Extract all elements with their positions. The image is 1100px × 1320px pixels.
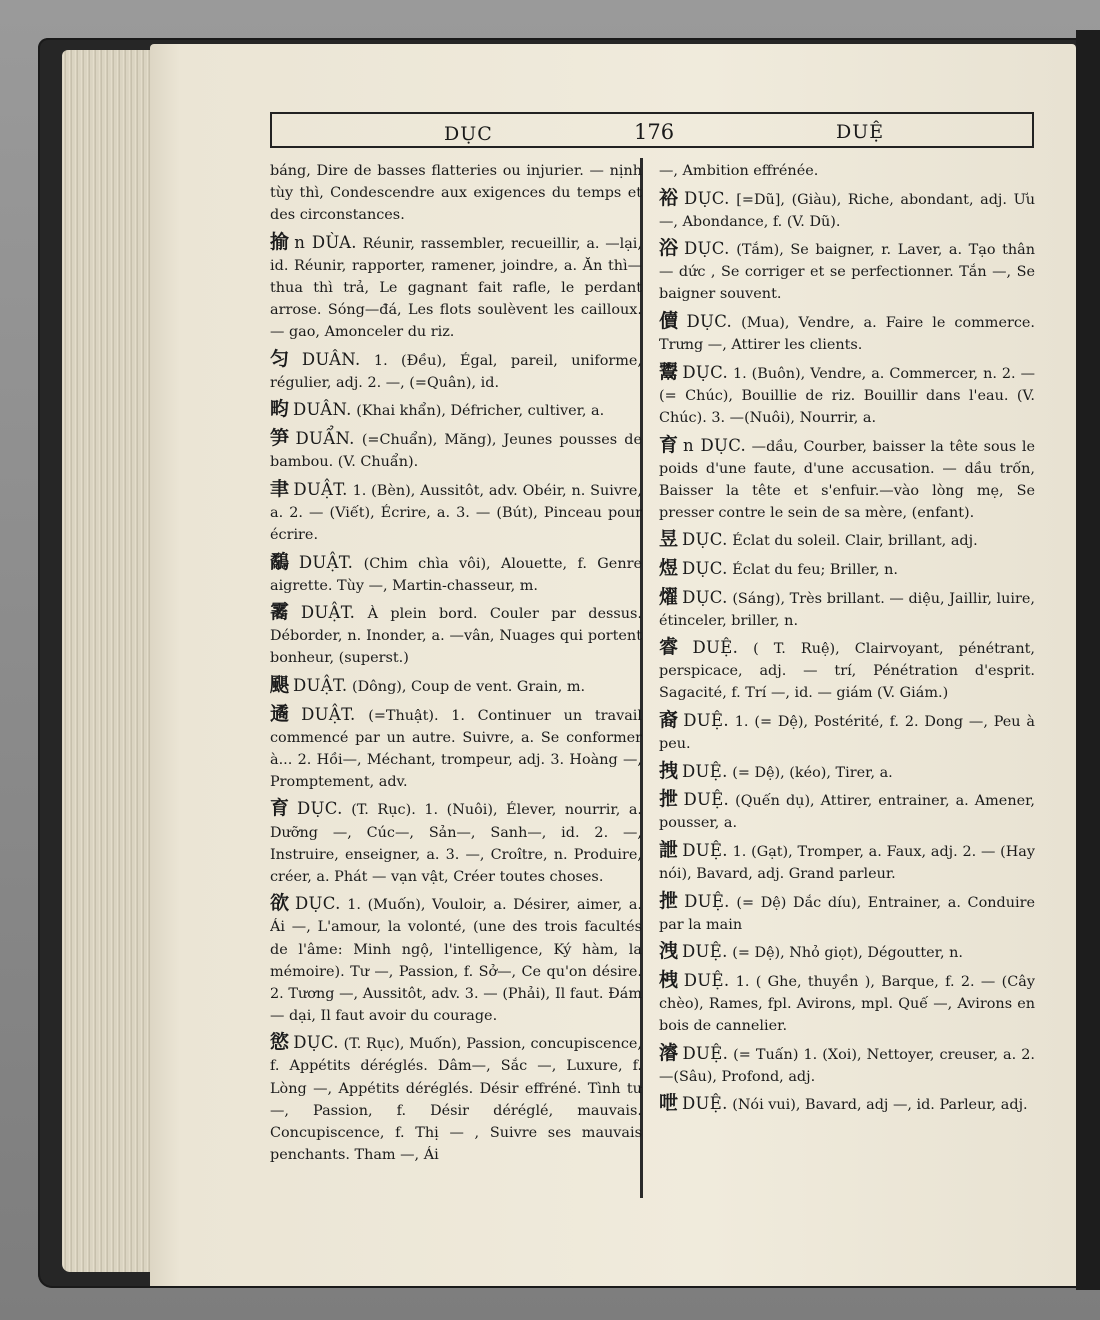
chinese-character: 儥: [659, 310, 683, 333]
entry-text: (Dông), Coup de vent. Grain, m.: [347, 678, 586, 695]
entry-text: [=Dũ], (Giàu), Riche, abondant, adj. Ưu —, Abondance, f. (V. Dũ).: [659, 191, 1035, 230]
entry-text: 1. (Đều), Égal, pareil, uniforme, régulier, adj. 2. —, (=Quân), id.: [270, 352, 642, 391]
entry-text: báng, Dire de basses flatteries ou injurier. — nịnh tùy thì, Condescendre aux exigences du temps et des circonstances.: [270, 163, 642, 224]
entry-text: 1. (Gạt), Tromper, a. Faux, adj. 2. — (Hay nói), Bavard, adj. Grand parleur.: [659, 844, 1035, 883]
book-cover-right-edge: [1076, 30, 1100, 1290]
entry-text: (Mua), Vendre, a. Faire le commerce. Trưng —, Attirer les clients.: [659, 315, 1035, 354]
entry-headword: n DỤC.: [683, 435, 747, 455]
chinese-character: 慾: [270, 1031, 290, 1054]
entry-headword: DUẨN.: [295, 429, 355, 449]
entry-text: (Khai khẩn), Défricher, cultiver, a.: [351, 403, 605, 420]
dictionary-entry: [659, 760, 1035, 784]
entry-text: 1. (Bèn), Aussitôt, adv. Obéir, n. Suivre, a. 2. — (Viết), Écrire, a. 3. — (Bút), Pinceau pour écrire.: [270, 482, 642, 543]
entry-headword: DUỆ.: [682, 1043, 729, 1063]
dictionary-entry: [659, 1092, 1035, 1116]
dictionary-entry: [659, 237, 1035, 305]
right-column: [659, 160, 1035, 1205]
dictionary-entry: [270, 231, 642, 343]
chinese-character: 育: [270, 797, 293, 820]
chinese-character: 鬻: [659, 360, 679, 383]
chinese-character: 匀: [270, 347, 298, 370]
entry-text: (T. Rục), Muốn), Passion, concupiscence, f. Appétits déréglés. Dâm—, Sắc —, Luxure, f. Lòng —, Appétits déréglés. Désir effréné. Tình tư—, Passion, f. Désir déréglé, mauvais. Concupiscence, f. Thị — , Suivre ses mauvais penchants. Tham —, Ái: [270, 1036, 642, 1163]
entry-text: (= Tuấn) 1. (Xoi), Nettoyer, creuser, a. 2. —(Sâu), Profond, adj.: [659, 1046, 1035, 1085]
dictionary-entry: [270, 797, 642, 887]
chinese-character: 濬: [659, 1041, 679, 1064]
chinese-character: 裕: [659, 186, 681, 209]
entry-headword: DUẬT.: [300, 603, 356, 623]
chinese-character: 颶: [270, 673, 290, 696]
entry-text: 1. (Muốn), Vouloir, a. Désirer, aimer, a. Ái —, L'amour, la volonté, (une des trois facultés de l'âme: Minh ngộ, l'intelligence, Ký hàm, la mémoire). Tư —, Passion, f. Sở—, Ce qu'on désire. 2. Tương —, Aussitôt, adv. 3. — (Phải), Il faut. Đám — dại, Il faut avoir du courage.: [270, 897, 642, 1024]
entry-text: (= Dệ) Dắc díu), Entrainer, a. Conduire par la main: [659, 894, 1035, 933]
dictionary-entry: [270, 160, 642, 226]
entry-text: (=Chuẩn), Măng), Jeunes pousses de bambou. (V. Chuẩn).: [270, 432, 642, 471]
entry-text: (Nói vui), Bavard, adj —, id. Parleur, adj.: [727, 1097, 1028, 1114]
chinese-character: 詍: [659, 839, 679, 862]
entry-headword: DỤC.: [682, 559, 728, 578]
entry-headword: DỤC.: [682, 362, 729, 382]
dictionary-entry: [659, 187, 1035, 233]
entry-text: Éclat du feu; Briller, n.: [727, 562, 898, 578]
dictionary-entry: [659, 361, 1035, 429]
entry-headword: DỤC.: [686, 312, 733, 332]
chinese-character: 揄: [270, 230, 291, 253]
dictionary-page: [150, 44, 1076, 1286]
header-left-word: DỤC: [444, 123, 493, 145]
dictionary-entry: [659, 557, 1035, 581]
entry-headword: DUẬT.: [301, 704, 356, 724]
entry-text: —dầu, Courber, baisser la tête sous le poids d'une faute, d'une accusation. — dầu trốn, Baisser la tête et s'enfuir.—vào lòng mẹ, Se presser contre le sein de sa mère, (enfant).: [659, 438, 1035, 521]
left-column: [270, 160, 642, 1205]
dictionary-entry: [659, 160, 1035, 182]
entry-headword: DỤC.: [684, 188, 730, 208]
entry-headword: DỤC.: [297, 799, 343, 819]
entry-text: (=Thuật). 1. Continuer un travail commencé par un autre. Suivre, a. Se conformer à... 2. Hồi—, Méchant, trompeur, adj. 3. Hoàng —, Promptement, adv.: [270, 707, 642, 790]
entry-text: (= Dệ), (kéo), Tirer, a.: [727, 764, 893, 781]
chinese-character: 裔: [659, 709, 680, 732]
entry-text: (Sáng), Très brillant. — diệu, Jaillir, luire, étinceler, briller, n.: [659, 590, 1035, 629]
dictionary-entry: [659, 310, 1035, 356]
chinese-character: 遹: [270, 702, 298, 725]
chinese-character: 燿: [659, 585, 679, 608]
chinese-character: 聿: [270, 477, 290, 500]
entry-headword: DỤC.: [682, 587, 728, 607]
entry-text: 1. ( Ghe, thuyền ), Barque, f. 2. — (Cây chèo), Rames, fpl. Avirons, mpl. Quế —, Avirons en bois de cannelier.: [659, 974, 1035, 1035]
dictionary-entry: [270, 427, 642, 473]
dictionary-entry: [659, 890, 1035, 936]
entry-text: (Tắm), Se baigner, r. Laver, a. Tạo thân — dức , Se corriger et se perfectionner. Tắn —, Se baigner souvent.: [659, 242, 1035, 303]
page-number: 176: [634, 120, 675, 144]
dictionary-entry: [270, 348, 642, 394]
chinese-character: 畇: [270, 398, 290, 421]
dictionary-entry: [270, 892, 642, 1027]
entry-text: ( T. Ruệ), Clairvoyant, pénétrant, perspicace, adj. — trí, Pénétration d'esprit. Sagacité, f. Trí —, id. — giám (V. Giám.): [659, 641, 1035, 702]
chinese-character: 欲: [270, 892, 292, 915]
chinese-character: 浴: [659, 237, 681, 260]
dictionary-entry: [659, 528, 1035, 552]
entry-headword: DUẬT.: [293, 479, 348, 499]
chinese-character: 拽: [659, 759, 679, 782]
dictionary-entry: [659, 636, 1035, 704]
entry-headword: DUỆ.: [682, 1094, 728, 1114]
page-header: [270, 112, 1034, 148]
entry-text: (= Dệ), Nhỏ giọt), Dégoutter, n.: [727, 945, 963, 962]
chinese-character: 霱: [270, 601, 297, 624]
dictionary-entry: [270, 703, 642, 793]
chinese-character: 育: [659, 433, 680, 456]
entry-text: (Chim chìa vôi), Alouette, f. Genre aigrette. Tùy —, Martin-chasseur, m.: [270, 555, 642, 594]
dictionary-entry: [659, 586, 1035, 632]
entry-text: (Quến dụ), Attirer, entrainer, a. Amener, pousser, a.: [659, 793, 1035, 832]
chinese-character: 昱: [659, 528, 679, 551]
entry-text: Éclat du soleil. Clair, brillant, adj.: [727, 533, 978, 550]
entry-headword: DỤC.: [295, 894, 341, 914]
entry-text: 1. (= Dệ), Postérité, f. 2. Dong —, Peu à peu.: [659, 714, 1035, 753]
page-stack-left: [62, 50, 154, 1272]
entry-headword: DUÂN.: [293, 400, 352, 420]
chinese-character: 睿: [659, 636, 689, 659]
entry-headword: DUỆ.: [682, 942, 728, 962]
chinese-character: 洩: [659, 940, 679, 963]
entry-headword: DUÂN.: [301, 349, 361, 369]
entry-headword: DỤC.: [682, 530, 728, 550]
entry-headword: n DÙA.: [294, 232, 357, 252]
entry-headword: DUỆ.: [683, 790, 730, 810]
chinese-character: 抴: [659, 889, 681, 912]
entry-headword: DỤC.: [293, 1033, 339, 1053]
entry-headword: DUỆ.: [682, 761, 728, 781]
dictionary-entry: [270, 1031, 642, 1166]
dictionary-entry: [659, 434, 1035, 524]
chinese-character: 煜: [659, 557, 679, 579]
header-right-word: DUỆ: [836, 121, 885, 143]
dictionary-entry: [659, 969, 1035, 1037]
chinese-character: 笋: [270, 427, 292, 450]
entry-headword: DUỆ.: [692, 638, 739, 658]
dictionary-entry: [659, 709, 1035, 755]
entry-headword: DUẬT.: [293, 675, 348, 695]
chinese-character: 鷸: [270, 550, 295, 573]
chinese-character: 栧: [659, 969, 680, 991]
dictionary-entry: [659, 1042, 1035, 1088]
dictionary-entry: [659, 940, 1035, 964]
entry-text: (T. Rục). 1. (Nuôi), Élever, nourrir, a. Dưỡng —, Cúc—, Sản—, Sanh—, id. 2. —, Instruire, enseigner, a. 3. —, Croître, n. Produire, créer, a. Phát — vạn vật, Créer toutes choses.: [270, 802, 642, 885]
entry-text: —, Ambition effrénée.: [659, 163, 819, 179]
entry-text: À plein bord. Couler par dessus. Déborder, n. Inonder, a. —vân, Nuages qui portent bonheur, (superst.): [270, 606, 642, 667]
dictionary-entry: [270, 601, 642, 669]
dictionary-entry: [270, 478, 642, 546]
entry-headword: DUỆ.: [683, 711, 729, 731]
dictionary-entry: [659, 839, 1035, 885]
dictionary-entry: [270, 398, 642, 422]
entry-text: Réunir, rassembler, recueillir, a. —lại, id. Réunir, rapporter, ramener, joindre, a. Ăn thì—thua thì trả, Le gagnant fait rafle, le perdant arrose. Sóng—đá, Les flots soulèvent les cailloux. — gao, Amonceler du riz.: [270, 235, 642, 341]
entry-headword: DUỆ.: [683, 971, 730, 990]
dictionary-entry: [270, 551, 642, 597]
dictionary-entry: [659, 788, 1035, 834]
entry-headword: DUỆ.: [682, 841, 728, 861]
entry-headword: DỤC.: [684, 239, 730, 259]
entry-headword: DUỆ.: [684, 891, 730, 911]
entry-text: 1. (Buôn), Vendre, a. Commercer, n. 2. — (= Chúc), Bouillie de riz. Bouillir dans l'eau. (V. Chúc). 3. —(Nuôi), Nourrir, a.: [659, 365, 1035, 426]
chinese-character: 抴: [659, 788, 680, 811]
entry-headword: DUẬT.: [298, 552, 354, 572]
dictionary-entry: [270, 674, 642, 698]
chinese-character: 呭: [659, 1092, 679, 1115]
